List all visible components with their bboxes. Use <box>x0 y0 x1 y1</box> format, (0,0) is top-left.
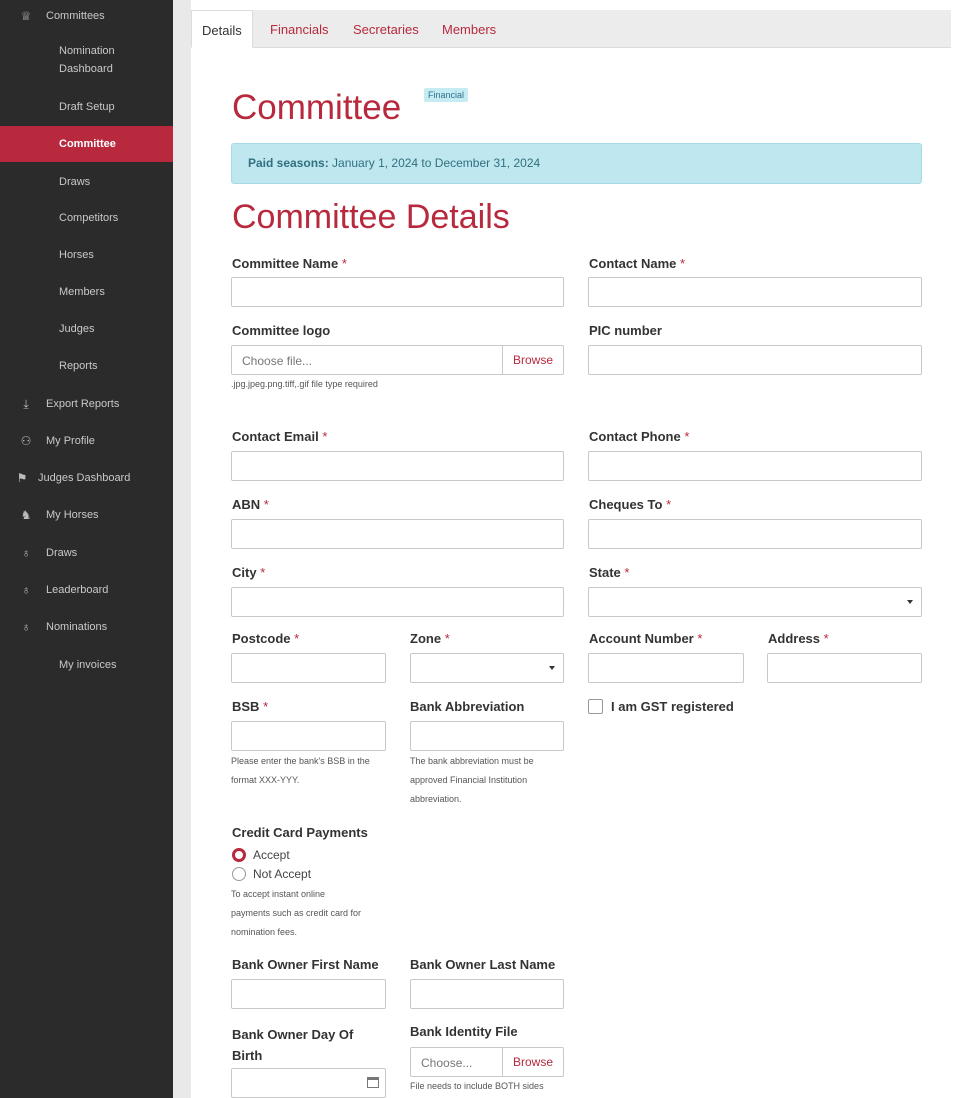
page-gutter <box>173 0 191 1098</box>
bsb-label: BSB * <box>232 699 269 714</box>
account-number-input[interactable] <box>588 653 744 683</box>
sidebar-item-judges[interactable]: Judges <box>59 323 95 335</box>
horse-icon: ♞ <box>20 508 32 522</box>
sidebar-item-leaderboard[interactable]: ♁ Leaderboard <box>0 580 173 600</box>
bank-abbreviation-label: Bank Abbreviation <box>410 699 525 714</box>
not-accept-label: Not Accept <box>253 867 312 881</box>
sidebar-item-judges-dashboard[interactable]: ⚑ Judges Dashboard <box>0 468 173 488</box>
sidebar-item-draws-sub[interactable]: Draws <box>59 176 91 188</box>
alert-label: Paid seasons: <box>248 156 329 170</box>
bank-owner-dob-label: Bank Owner Day Of Birth <box>232 1027 354 1063</box>
bank-identity-file-input[interactable]: Choose... Browse <box>410 1047 564 1077</box>
bank-identity-file-label: Bank Identity File <box>410 1024 518 1039</box>
committee-logo-file-input[interactable]: Choose file... Browse <box>231 345 564 375</box>
sidebar-item-my-invoices[interactable]: My invoices <box>59 659 117 671</box>
committee-name-input[interactable] <box>231 277 564 307</box>
sidebar-item-competitors[interactable]: Competitors <box>59 212 119 224</box>
tab-secretaries[interactable]: Secretaries <box>353 22 419 37</box>
chevron-down-icon <box>907 600 913 604</box>
ribbon-icon: ♁ <box>21 583 31 597</box>
identity-browse-button[interactable]: Browse <box>502 1048 563 1076</box>
bank-owner-last-name-input[interactable] <box>410 979 564 1009</box>
sidebar-item-committee[interactable]: Committee <box>0 126 173 162</box>
sidebar-item-nomination-dashboard[interactable]: Nomination Dashboard <box>59 45 115 75</box>
ribbon-icon: ♁ <box>21 620 31 634</box>
bank-abbreviation-help-text: The bank abbreviation must be approved Financial Institution abbreviation. <box>410 756 534 804</box>
paid-seasons-alert <box>231 143 922 184</box>
bsb-help-text: Please enter the bank's BSB in the format XXX-YYY. <box>231 756 370 785</box>
contact-name-input[interactable] <box>588 277 922 307</box>
contact-name-label: Contact Name * <box>589 256 686 271</box>
ribbon-icon: ♁ <box>21 546 31 560</box>
abn-input[interactable] <box>231 519 564 549</box>
committee-name-label: Committee Name * <box>232 256 347 271</box>
gst-checkbox[interactable] <box>588 699 603 714</box>
committee-icon: ♕ <box>20 9 32 23</box>
flag-icon: ⚑ <box>16 471 28 485</box>
account-number-label: Account Number * <box>589 631 703 646</box>
identity-help-text: File needs to include BOTH sides <box>410 1081 544 1091</box>
zone-select[interactable] <box>410 653 564 683</box>
calendar-icon[interactable] <box>367 1077 379 1088</box>
page-title: Committee <box>232 88 402 127</box>
zone-label: Zone * <box>410 631 450 646</box>
accept-label: Accept <box>253 848 290 862</box>
credit-card-help-text: To accept instant online payments such as credit card for nomination fees. <box>231 889 362 937</box>
tab-financials[interactable]: Financials <box>270 22 329 37</box>
postcode-label: Postcode * <box>232 631 300 646</box>
sidebar-item-my-profile[interactable]: ⚇ My Profile <box>0 431 173 451</box>
contact-email-label: Contact Email * <box>232 429 328 444</box>
sidebar-item-members[interactable]: Members <box>59 286 105 298</box>
sidebar-item-committees[interactable]: ♕ Committees <box>0 7 173 25</box>
logo-help-text: .jpg.jpeg.png.tiff,.gif file type required <box>231 379 378 389</box>
section-title: Committee Details <box>232 198 510 236</box>
sidebar-item-draws[interactable]: ♁ Draws <box>0 543 173 563</box>
state-select[interactable] <box>588 587 922 617</box>
sidebar-item-my-horses[interactable]: ♞ My Horses <box>0 505 173 525</box>
bsb-input[interactable] <box>231 721 386 751</box>
tab-details[interactable]: Details <box>191 10 253 48</box>
sidebar-item-horses[interactable]: Horses <box>59 249 94 261</box>
contact-phone-label: Contact Phone * <box>589 429 690 444</box>
sidebar <box>0 0 173 1098</box>
bank-owner-last-name-label: Bank Owner Last Name <box>410 957 556 972</box>
bank-owner-dob-input[interactable] <box>231 1068 386 1098</box>
bank-owner-first-name-input[interactable] <box>231 979 386 1009</box>
not-accept-radio[interactable] <box>232 867 246 881</box>
bank-owner-first-name-label: Bank Owner First Name <box>232 957 379 972</box>
state-label: State * <box>589 565 630 580</box>
abn-label: ABN * <box>232 497 269 512</box>
cheques-to-label: Cheques To * <box>589 497 672 512</box>
city-input[interactable] <box>231 587 564 617</box>
tab-members[interactable]: Members <box>442 22 497 37</box>
bank-abbreviation-input[interactable] <box>410 721 564 751</box>
address-label: Address * <box>768 631 829 646</box>
credit-card-label: Credit Card Payments <box>232 825 368 840</box>
download-icon: ⤓ <box>23 396 29 411</box>
sidebar-item-draft-setup[interactable]: Draft Setup <box>59 101 115 113</box>
tab-bar <box>191 10 951 48</box>
status-badge: Financial <box>424 88 468 102</box>
accept-radio[interactable] <box>232 848 246 862</box>
sidebar-item-nominations[interactable]: ♁ Nominations <box>0 617 173 637</box>
city-label: City * <box>232 565 266 580</box>
gst-label: I am GST registered <box>611 699 734 714</box>
pic-number-label: PIC number <box>589 323 662 338</box>
logo-browse-button[interactable]: Browse <box>502 346 563 374</box>
cheques-to-input[interactable] <box>588 519 922 549</box>
address-input[interactable] <box>767 653 922 683</box>
alert-value: January 1, 2024 to December 31, 2024 <box>328 156 541 170</box>
pic-number-input[interactable] <box>588 345 922 375</box>
committee-logo-label: Committee logo <box>232 323 331 338</box>
postcode-input[interactable] <box>231 653 386 683</box>
chevron-down-icon <box>549 666 555 670</box>
sidebar-item-reports[interactable]: Reports <box>59 360 98 372</box>
contact-email-input[interactable] <box>231 451 564 481</box>
user-icon: ⚇ <box>20 434 32 448</box>
contact-phone-input[interactable] <box>588 451 922 481</box>
sidebar-item-export-reports[interactable]: ⤓ Export Reports <box>0 394 173 414</box>
